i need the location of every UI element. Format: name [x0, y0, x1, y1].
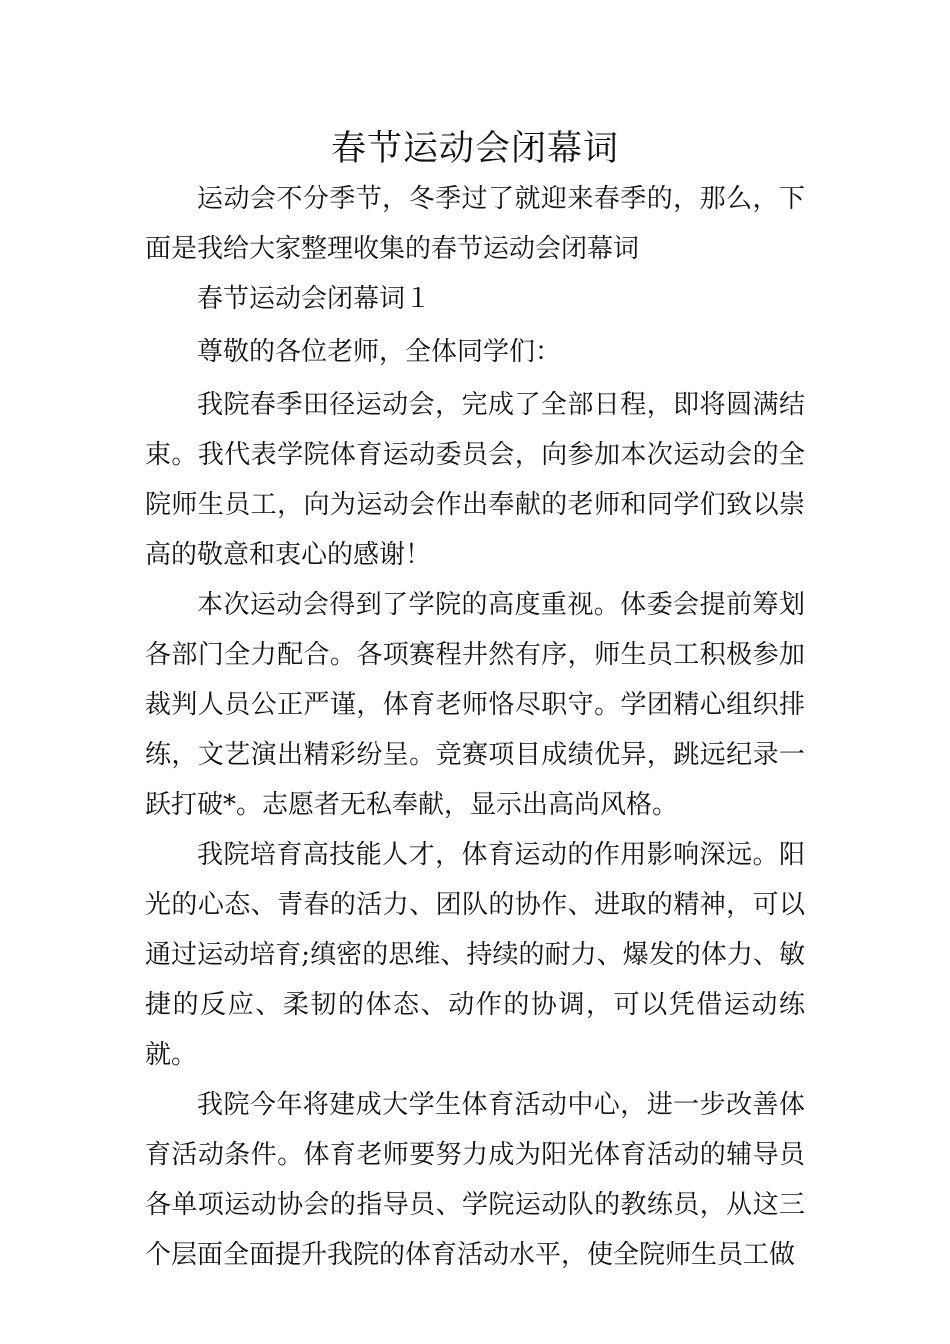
body-paragraph: 我院今年将建成大学生体育活动中心，进一步改善体育活动条件。体育老师要努力成为阳光体育活动的辅导员各单项运动协会的指导员、学院运动队的教练员，从这三个层面全面提升我院的体育活动水平，使全院师生员工做 — [145, 1090, 805, 1270]
section-heading: 春节运动会闭幕词１ — [197, 284, 432, 314]
body-paragraph: 我院春季田径运动会，完成了全部日程，即将圆满结束。我代表学院体育运动委员会，向参加本次运动会的全院师生员工，向为运动会作出奉献的老师和同学们致以崇高的敬意和衷心的感谢！ — [145, 390, 805, 570]
document-body — [145, 174, 805, 1280]
intro-paragraph: 运动会不分季节，冬季过了就迎来春季的，那么，下面是我给大家整理收集的春节运动会闭幕词 — [145, 184, 805, 264]
body-paragraph: 我院培育高技能人才，体育运动的作用影响深远。阳光的心态、青春的活力、团队的协作、进取的精神，可以通过运动培育;缜密的思维、持续的耐力、爆发的体力、敏捷的反应、柔韧的体态、动作的协调，可以凭借运动练就。 — [145, 840, 805, 1070]
body-paragraph: 本次运动会得到了学院的高度重视。体委会提前筹划各部门全力配合。各项赛程井然有序，师生员工积极参加裁判人员公正严谨，体育老师恪尽职守。学团精心组织排练，文艺演出精彩纷呈。竞赛项目成绩优异，跳远纪录一跃打破*。志愿者无私奉献，显示出高尚风格。 — [145, 590, 805, 820]
document-title: 春节运动会闭幕词 — [330, 129, 619, 169]
salutation: 尊敬的各位老师，全体同学们： — [197, 337, 562, 367]
